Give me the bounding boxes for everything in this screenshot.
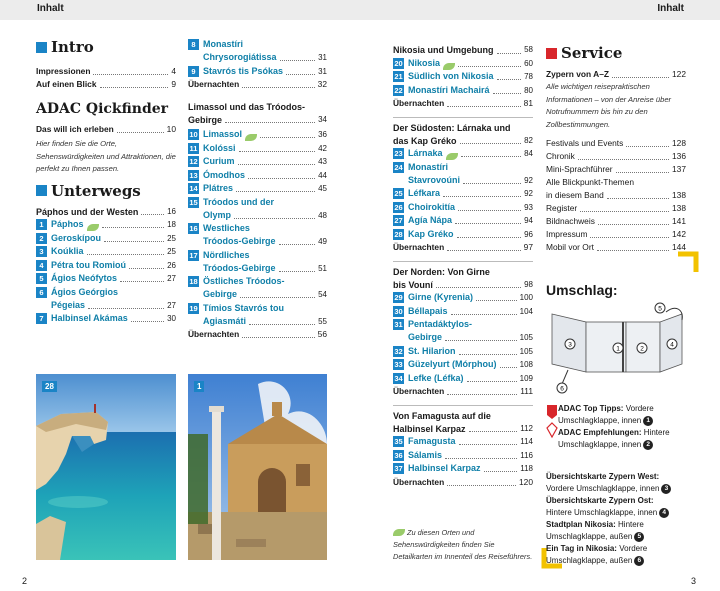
page-number-right: 3 bbox=[690, 576, 696, 586]
service-row[interactable]: Chronik 136 bbox=[546, 151, 686, 161]
entry-title: Chrysorogiátissa bbox=[203, 52, 277, 62]
page-number-left: 2 bbox=[22, 576, 28, 586]
toc-entry[interactable] bbox=[393, 161, 533, 187]
service-row[interactable]: in diesem Band 138 bbox=[546, 190, 686, 200]
tip-line: ADAC Top Tipps: Vordere bbox=[558, 404, 654, 413]
toc-entry[interactable] bbox=[188, 249, 327, 275]
toc-entry[interactable] bbox=[393, 57, 533, 70]
toc-row[interactable]: Zypern von A–Z 122 bbox=[546, 69, 686, 79]
entry-title: Béllapais bbox=[408, 305, 448, 316]
entry-number-badge: 3 bbox=[36, 246, 47, 257]
entry-title: Stavrós tis Psókas bbox=[203, 65, 284, 76]
entry-title: Ágios Geórgios bbox=[51, 286, 119, 297]
number-circle-icon: 1 bbox=[643, 416, 653, 426]
entry-title: Monastíri bbox=[203, 39, 244, 49]
entry-title: Nikosia bbox=[408, 57, 441, 68]
entry-number-badge: 33 bbox=[394, 360, 403, 369]
number-circle-icon: 2 bbox=[643, 440, 653, 450]
entry-page: 25 bbox=[167, 247, 176, 256]
toc-entry[interactable] bbox=[393, 201, 533, 214]
section-service-heading: Service bbox=[546, 44, 686, 62]
service-row[interactable]: Mobil vor Ort 144 bbox=[546, 242, 686, 252]
entry-number-badge: 17 bbox=[189, 250, 198, 260]
section-intro-heading: Intro bbox=[36, 38, 176, 56]
entry-list bbox=[36, 218, 176, 325]
entry-number-badge: 29 bbox=[394, 293, 403, 302]
region-title[interactable]: Limassol und das Tróodos- Gebirge 34 bbox=[188, 102, 327, 125]
toc-entry[interactable] bbox=[393, 70, 533, 83]
toc-row[interactable]: Auf einen Blick 9 bbox=[36, 79, 176, 89]
entry-number-badge: 18 bbox=[189, 277, 198, 286]
entry-page: 54 bbox=[318, 290, 327, 299]
entry-page: 44 bbox=[318, 170, 327, 180]
toc-entry[interactable] bbox=[393, 345, 533, 358]
entry-title: Kap Gréko bbox=[408, 228, 454, 239]
toc-entry[interactable] bbox=[36, 286, 176, 312]
entry-title: Geroskípou bbox=[51, 232, 102, 243]
toc-entry[interactable] bbox=[188, 38, 327, 64]
entry-page: 31 bbox=[318, 66, 327, 76]
entry-page: 109 bbox=[519, 373, 533, 383]
entry-title: Curium bbox=[203, 156, 235, 166]
toc-row[interactable]: Übernachten 120 bbox=[393, 476, 533, 487]
map-leaf-icon bbox=[393, 529, 405, 536]
entry-title: Lárnaka bbox=[408, 148, 443, 158]
toc-entry[interactable] bbox=[393, 84, 533, 97]
toc-entry[interactable] bbox=[188, 169, 327, 182]
map-leaf-icon bbox=[245, 134, 257, 141]
service-row[interactable]: Alle Blickpunkt-Themen bbox=[546, 177, 634, 187]
entry-number-badge: 28 bbox=[394, 229, 403, 239]
toc-entry[interactable] bbox=[393, 187, 533, 200]
entry-title: Koúklia bbox=[51, 246, 84, 256]
entry-page: 18 bbox=[167, 220, 176, 229]
tip-line: ADAC Empfehlungen: Hintere bbox=[558, 428, 670, 437]
photo-badge: 1 bbox=[194, 381, 204, 392]
entry-number-badge: 20 bbox=[394, 58, 403, 68]
entry-number-badge: 10 bbox=[189, 130, 198, 139]
entry-title: Olymp bbox=[203, 209, 232, 220]
entry-page: 96 bbox=[524, 229, 533, 239]
toc-column-4 bbox=[546, 38, 686, 567]
entry-title: Halbinsel Akámas bbox=[51, 313, 128, 323]
diagram-num: 2 bbox=[640, 345, 644, 353]
entry-number-badge: 37 bbox=[394, 464, 403, 473]
toc-entry[interactable] bbox=[36, 272, 176, 285]
entry-title: Choirokitía bbox=[408, 201, 456, 212]
toc-entry[interactable] bbox=[188, 128, 327, 141]
entry-number-badge: 24 bbox=[394, 162, 403, 172]
entry-title: Agiasmáti bbox=[203, 315, 247, 326]
entry-page: 100 bbox=[519, 293, 533, 302]
toc-entry[interactable] bbox=[393, 462, 533, 475]
entry-number-badge: 1 bbox=[36, 219, 47, 230]
umschlag-heading: Umschlag: bbox=[546, 282, 618, 298]
entry-page: 94 bbox=[524, 216, 533, 225]
header-right: Inhalt bbox=[657, 3, 684, 14]
entry-number-badge: 2 bbox=[36, 233, 47, 244]
entry-page: 78 bbox=[524, 72, 533, 81]
toc-entry[interactable] bbox=[393, 449, 533, 462]
entry-number-badge: 23 bbox=[394, 149, 403, 158]
entry-number-badge: 4 bbox=[36, 260, 47, 271]
toc-entry[interactable] bbox=[188, 275, 327, 301]
tip-line: Umschlagklappe, innen 2 bbox=[558, 439, 686, 451]
entry-page: 105 bbox=[519, 346, 533, 356]
service-row[interactable]: Mini-Sprachführer 137 bbox=[546, 164, 686, 174]
region-title[interactable]: Páphos und der Westen 16 bbox=[36, 206, 176, 217]
entry-list bbox=[188, 128, 327, 328]
toc-entry[interactable] bbox=[393, 435, 533, 448]
tip-line: Umschlagklappe, innen 1 bbox=[558, 415, 686, 427]
entry-title: Pégeias bbox=[51, 299, 86, 310]
toc-entry[interactable] bbox=[393, 358, 533, 371]
service-row[interactable]: Bildnachweis 141 bbox=[546, 216, 686, 226]
entry-page: 48 bbox=[318, 210, 327, 220]
entry-title: Nördliches bbox=[203, 249, 250, 260]
toc-entry[interactable] bbox=[393, 372, 533, 385]
map-line: Hintere Umschlagklappe, innen 4 bbox=[546, 507, 686, 519]
entry-title: Westliches bbox=[203, 223, 250, 233]
map-footnote: Zu diesen Orten und Sehenswürdigkeiten finden Sie Detailkarten im Innenteil des Reiseführers. bbox=[393, 527, 533, 561]
service-row[interactable]: Register 138 bbox=[546, 203, 686, 213]
entry-title: Monastíri bbox=[408, 161, 449, 172]
entry-title: Pentadáktylos- bbox=[408, 319, 473, 329]
region-title[interactable]: Der Norden: Von Girne bis Vouní 98 bbox=[393, 267, 533, 290]
entry-number-badge: 21 bbox=[394, 72, 403, 81]
map-line: Umschlagklappe, außen 5 bbox=[546, 531, 686, 543]
entry-title: Plátres bbox=[203, 183, 234, 193]
region-title[interactable]: Von Famagusta auf die Halbinsel Karpaz 112 bbox=[393, 411, 533, 434]
toc-column-1 bbox=[36, 38, 176, 326]
diagram-num: 1 bbox=[616, 345, 620, 353]
diagram-num: 6 bbox=[560, 385, 564, 393]
toc-entry[interactable] bbox=[188, 196, 327, 222]
entry-number-badge: 9 bbox=[188, 66, 199, 77]
entry-number-badge: 16 bbox=[189, 224, 198, 233]
entry-number-badge: 14 bbox=[189, 184, 198, 193]
entry-number-badge: 11 bbox=[189, 143, 198, 153]
number-circle-icon: 3 bbox=[661, 484, 671, 494]
entry-page: 42 bbox=[318, 143, 327, 153]
diagram-num: 3 bbox=[568, 341, 572, 349]
toc-row[interactable]: Übernachten 56 bbox=[188, 329, 327, 339]
entry-page: 55 bbox=[318, 316, 327, 326]
entry-title: Agía Nápa bbox=[408, 215, 453, 225]
entry-title: St. Hilarion bbox=[408, 345, 456, 356]
toc-entry[interactable] bbox=[393, 214, 533, 227]
entry-title: Gebirge bbox=[203, 289, 238, 299]
entry-page: 92 bbox=[524, 175, 533, 185]
photo-badge: 28 bbox=[42, 381, 57, 392]
entry-page: 118 bbox=[520, 464, 533, 473]
number-circle-icon: 4 bbox=[659, 508, 669, 518]
entry-number-badge: 25 bbox=[394, 189, 403, 198]
entry-number-badge: 27 bbox=[394, 216, 403, 225]
entry-list bbox=[393, 147, 533, 241]
entry-number-badge: 22 bbox=[394, 85, 403, 95]
toc-column-2 bbox=[188, 38, 327, 341]
entry-title: Lefke (Léfka) bbox=[408, 372, 464, 383]
number-circle-icon: 6 bbox=[634, 556, 644, 566]
toc-row[interactable]: Das will ich erleben 10 bbox=[36, 124, 176, 134]
entry-title: Güzelyurt (Mórphou) bbox=[408, 359, 497, 369]
header-left: Inhalt bbox=[37, 3, 64, 14]
toc-row[interactable]: Übernachten 111 bbox=[393, 386, 533, 396]
entry-number-badge: 30 bbox=[394, 306, 403, 316]
entry-page: 60 bbox=[524, 58, 533, 68]
entry-number-badge: 34 bbox=[394, 373, 403, 383]
award-icon bbox=[546, 403, 558, 439]
entry-number-badge: 8 bbox=[188, 39, 199, 50]
entry-number-badge: 15 bbox=[189, 197, 198, 207]
toc-entry[interactable] bbox=[36, 245, 176, 258]
entry-page: 84 bbox=[524, 149, 533, 158]
entry-number-badge: 7 bbox=[36, 313, 47, 324]
toc-entry[interactable] bbox=[36, 259, 176, 272]
map-line: Umschlagklappe, außen 6 bbox=[546, 555, 686, 567]
entry-page: 31 bbox=[318, 53, 327, 62]
toc-entry[interactable] bbox=[393, 228, 533, 241]
toc-entry[interactable] bbox=[188, 142, 327, 155]
entry-title: Pétra tou Romioú bbox=[51, 259, 127, 270]
entry-title: Stavrovoúni bbox=[408, 174, 461, 185]
photo-rock-arch bbox=[36, 374, 176, 560]
entry-page: 105 bbox=[519, 333, 533, 342]
entry-number-badge: 32 bbox=[394, 346, 403, 356]
toc-entry[interactable] bbox=[393, 147, 533, 160]
entry-page: 25 bbox=[167, 233, 176, 243]
entry-page: 51 bbox=[318, 263, 327, 273]
entry-title: Limassol bbox=[203, 129, 243, 139]
entry-title: Kolóssi bbox=[203, 142, 236, 153]
toc-entry[interactable] bbox=[188, 222, 327, 248]
toc-entry[interactable] bbox=[188, 182, 327, 195]
entry-number-badge: 31 bbox=[394, 320, 403, 329]
service-row[interactable]: Impressum 142 bbox=[546, 229, 686, 239]
toc-entry[interactable] bbox=[188, 65, 327, 78]
entry-page: 116 bbox=[520, 450, 533, 460]
region-title[interactable]: Der Südosten: Lárnaka und das Kap Gréko 82 bbox=[393, 123, 533, 146]
entry-number-badge: 35 bbox=[394, 437, 403, 446]
map-title: Übersichtskarte Zypern West: bbox=[546, 472, 660, 481]
service-description: Alle wichtigen reisepraktischen Informationen – von der Anreise über Notrufnummern bis hin zu den Zollbestimmungen. bbox=[546, 82, 672, 129]
top-header-bar bbox=[0, 0, 720, 20]
map-leaf-icon bbox=[446, 153, 458, 160]
entry-title: Tímios Stavrós tou bbox=[203, 302, 285, 313]
blue-square-icon bbox=[36, 42, 47, 53]
entry-page: 114 bbox=[520, 437, 533, 446]
entry-title: Tróodos-Gebirge bbox=[203, 262, 276, 273]
entry-number-badge: 13 bbox=[189, 170, 198, 180]
entry-title: Östliches Tróodos- bbox=[203, 276, 285, 286]
entry-title: Páphos bbox=[51, 219, 84, 229]
entry-page: 26 bbox=[167, 260, 176, 270]
toc-row[interactable]: Impressionen 4 bbox=[36, 66, 176, 76]
entry-list bbox=[393, 57, 533, 97]
entry-title: Südlich von Nikosia bbox=[408, 71, 494, 81]
entry-number-badge: 19 bbox=[189, 303, 198, 313]
maps-block bbox=[546, 471, 686, 567]
entry-page: 92 bbox=[524, 189, 533, 198]
entry-title: Ómodhos bbox=[203, 169, 245, 180]
section-unterwegs-heading: Unterwegs bbox=[36, 182, 176, 200]
entry-page: 108 bbox=[519, 360, 533, 369]
entry-title: Tróodos und der bbox=[203, 196, 274, 207]
map-title: Übersichtskarte Zypern Ost: bbox=[546, 496, 654, 505]
map-leaf-icon bbox=[87, 224, 99, 231]
toc-entry[interactable] bbox=[36, 312, 176, 325]
entry-number-badge: 12 bbox=[189, 157, 198, 166]
qickfinder-description: Hier finden Sie die Orte, Sehenswürdigkeiten und Attraktionen, die perfekt zu Ihnen passen. bbox=[36, 139, 176, 173]
toc-entry[interactable] bbox=[188, 302, 327, 328]
entry-page: 104 bbox=[519, 306, 533, 316]
entry-title: Gebirge bbox=[408, 332, 443, 342]
toc-row[interactable]: Übernachten 32 bbox=[188, 79, 327, 89]
rock-arch-illustration bbox=[36, 374, 176, 560]
entry-list bbox=[393, 291, 533, 385]
region-title[interactable]: Nikosia und Umgebung 58 bbox=[393, 45, 533, 55]
entry-title: Famagusta bbox=[408, 436, 456, 446]
toc-entry[interactable] bbox=[188, 155, 327, 168]
red-square-icon bbox=[546, 48, 557, 59]
entry-page: 27 bbox=[167, 274, 176, 283]
entry-title: Girne (Kyrenia) bbox=[408, 292, 474, 302]
toc-entry[interactable] bbox=[36, 232, 176, 245]
tips-block bbox=[546, 403, 686, 451]
entry-page: 80 bbox=[524, 85, 533, 95]
service-list bbox=[546, 137, 686, 254]
entry-page: 93 bbox=[524, 202, 533, 212]
photo-church-ruins bbox=[188, 374, 327, 560]
entry-page: 45 bbox=[318, 184, 327, 193]
church-illustration bbox=[188, 374, 327, 560]
map-line: Vordere Umschlagklappe, innen 3 bbox=[546, 483, 686, 495]
diagram-num: 4 bbox=[670, 341, 674, 349]
entry-title: Halbinsel Karpaz bbox=[408, 463, 481, 473]
map-line: Ein Tag in Nikosia: Vordere bbox=[546, 544, 648, 553]
entry-page: 30 bbox=[167, 314, 176, 323]
entry-page: 43 bbox=[318, 157, 327, 166]
entry-page: 36 bbox=[318, 130, 327, 139]
toc-column-3 bbox=[393, 38, 533, 563]
section-qickfinder-heading: ADAC Qickfinder bbox=[36, 101, 169, 117]
toc-row[interactable]: Übernachten 97 bbox=[393, 242, 533, 252]
number-circle-icon: 5 bbox=[634, 532, 644, 542]
entry-page: 27 bbox=[167, 300, 176, 310]
diagram-num: 5 bbox=[658, 305, 662, 313]
toc-entry[interactable] bbox=[36, 218, 176, 231]
entry-number-badge: 36 bbox=[394, 450, 403, 460]
blue-square-icon bbox=[36, 185, 47, 196]
toc-entry[interactable] bbox=[393, 318, 533, 344]
toc-entry[interactable] bbox=[393, 291, 533, 304]
entry-title: Tróodos-Gebirge bbox=[203, 236, 276, 246]
entry-page: 49 bbox=[318, 237, 327, 246]
entry-title: Monastíri Machairá bbox=[408, 84, 490, 95]
toc-row[interactable]: Übernachten 81 bbox=[393, 98, 533, 108]
cover-fold-diagram bbox=[546, 300, 686, 396]
entry-list bbox=[393, 435, 533, 475]
entry-title: Sálamis bbox=[408, 449, 443, 460]
entry-title: Léfkara bbox=[408, 188, 441, 198]
service-row[interactable]: Festivals und Events 128 bbox=[546, 138, 686, 148]
entry-list bbox=[188, 38, 327, 78]
entry-title: Ágios Neófytos bbox=[51, 273, 118, 283]
entry-number-badge: 26 bbox=[394, 202, 403, 212]
entry-number-badge: 6 bbox=[36, 287, 47, 298]
entry-number-badge: 5 bbox=[36, 273, 47, 284]
toc-entry[interactable] bbox=[393, 305, 533, 318]
map-line: Stadtplan Nikosia: Hintere bbox=[546, 520, 644, 529]
map-leaf-icon bbox=[443, 63, 455, 70]
